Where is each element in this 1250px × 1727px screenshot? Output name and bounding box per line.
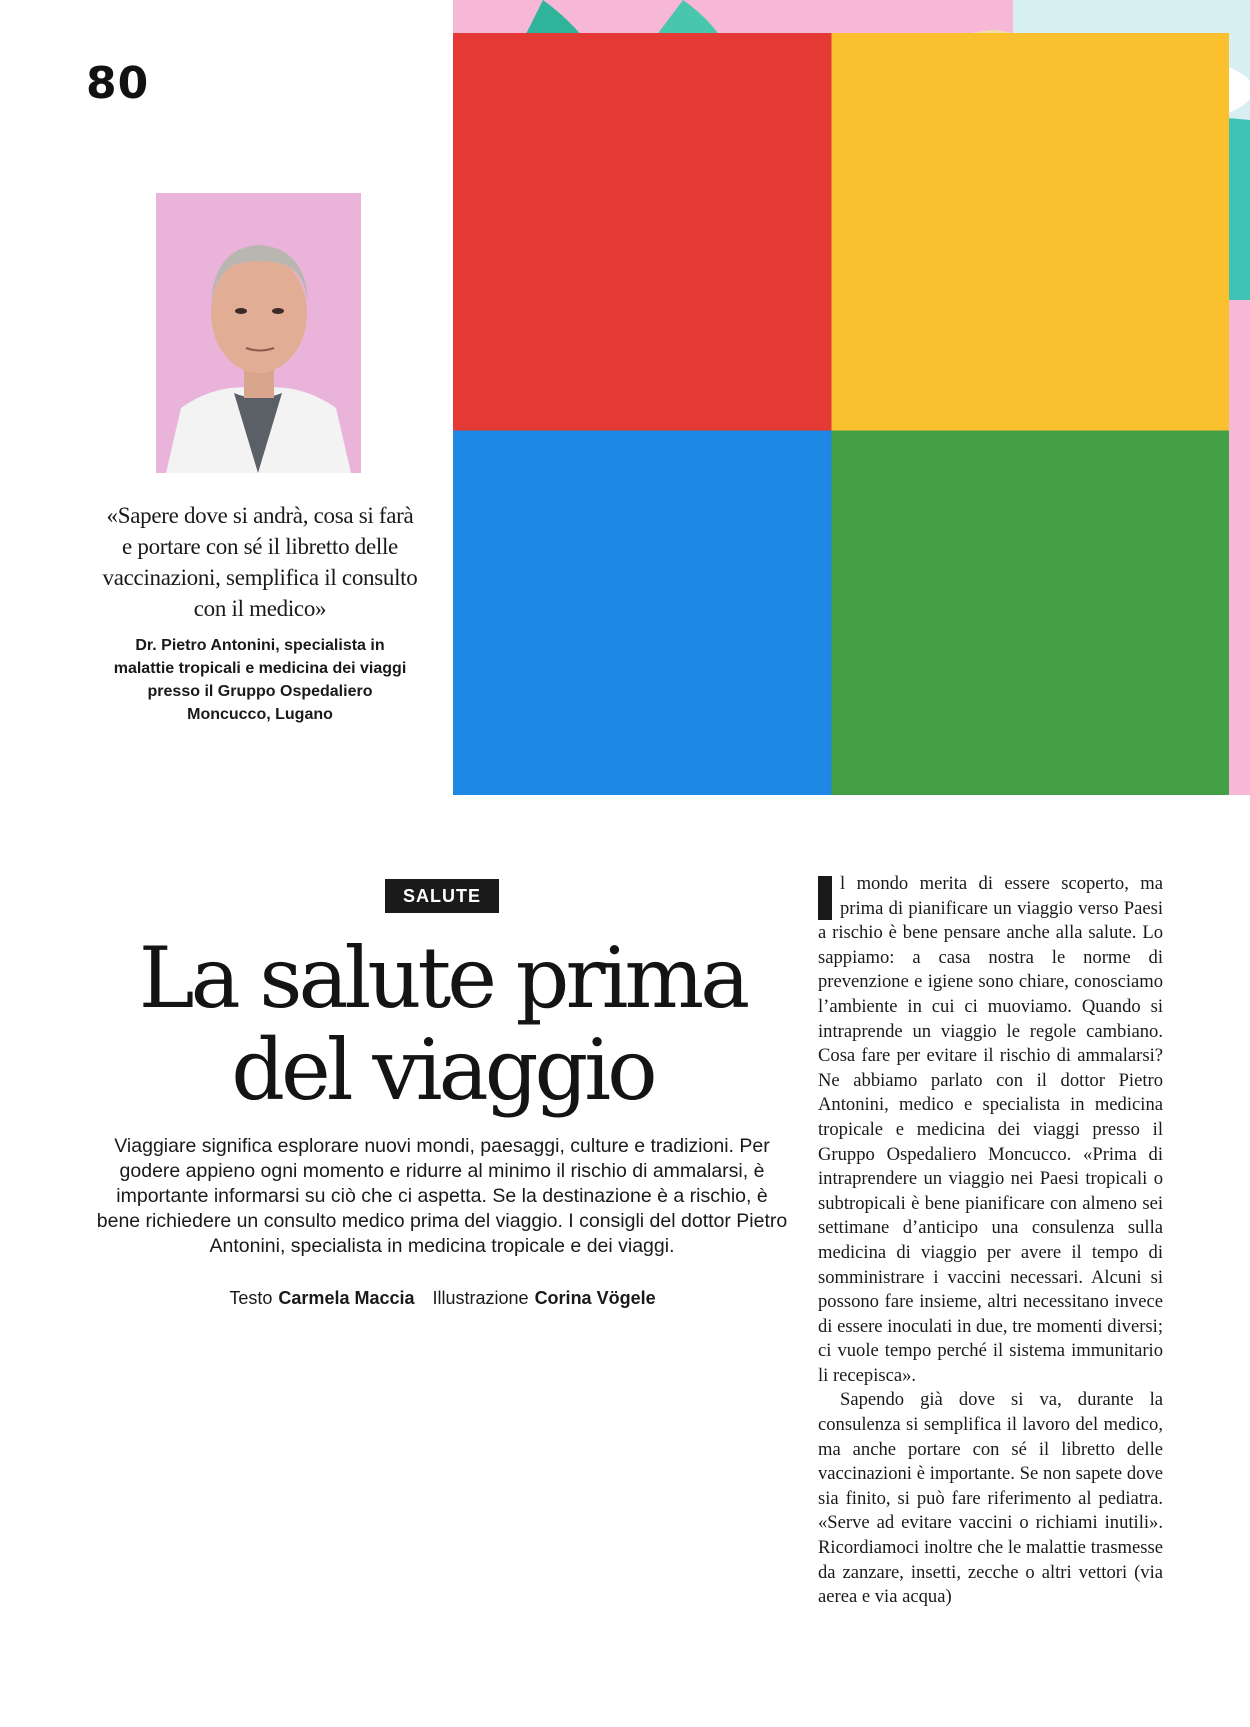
quote-attribution: Dr. Pietro Antonini, specialista in malattie tropicali e medicina dei viaggi presso il Gruppo Ospedaliero Moncucco, Lugano xyxy=(113,637,407,723)
credit-illustration-label: Illustrazione xyxy=(432,1288,529,1308)
article-credits xyxy=(100,1288,785,1309)
page-number: 80 xyxy=(86,58,150,109)
body-paragraph xyxy=(818,872,1163,1388)
credit-text-author: Carmela Maccia xyxy=(278,1288,415,1308)
body-paragraph-text: l mondo merita di essere scoperto, ma prima di pianificare un viaggio verso Paesi a rischio è bene pensare anche alla salute. Lo sappiamo: a casa nostra le norme di prevenzione e igiene sono chiare, conosciamo l’ambiente in cui ci muoviamo. Quando si intraprende un viaggio le regole cambiano. Cosa fare per evitare il rischio di ammalarsi? Ne abbiamo parlato con il dottor Pietro Antonini, medico e specialista in medicina tropicale e medicina dei viaggi presso il Gruppo Ospedaliero Moncucco. «Prima di intraprendere un viaggio nei Paesi tropicali o subtropicali è bene pianificare con almeno sei settimane d’anticipo una consulenza sulla medicina di viaggio per avere il tempo di somministrare i vaccini necessari. Alcuni si possono fare insieme, altri necessitano invece di essere inoculati in due, tre momenti diversi; ci vuole tempo perché il sistema immunitario li recepisca». xyxy=(818,873,1163,1386)
print-mark-icon xyxy=(453,33,1230,795)
credit-illustration-author: Corina Vögele xyxy=(534,1288,656,1308)
doctor-portrait-photo xyxy=(156,193,361,473)
headline-line-1: La salute prima xyxy=(138,929,747,1027)
pull-quote: «Sapere dove si andrà, cosa si farà e portare con sé il libretto delle vaccinazioni, semplifica il consulto con il medico» xyxy=(102,503,418,621)
credit-text-label: Testo xyxy=(229,1288,273,1308)
body-paragraph: Sapendo già dove si va, durante la consulenza si semplifica il lavoro del medico, ma anche portare con sé il libretto delle vaccinazioni è importante. Se non sapete dove sia finito, si può fare riferimento al pediatra. «Serve ad evitare vaccini o richiami inutili». Ricordiamoci inoltre che le malattie trasmesse da zanzare, insetti, zecche o altri vettori (via aerea e via acqua) xyxy=(818,1389,1163,1608)
article-standfirst: Viaggiare significa esplorare nuovi mondi, paesaggi, culture e tradizioni. Per godere appieno ogni momento e ridurre al minimo il rischio di ammalarsi, è importante informarsi su ciò che ci aspetta. Se la destinazione è a rischio, è bene richiedere un consulto medico prima del viaggio. I consigli del dottor Pietro Antonini, specialista in medicina tropicale e dei viaggi. xyxy=(96,1135,788,1257)
traveler-illustration xyxy=(453,0,1250,795)
article-body xyxy=(818,872,1163,1610)
headline-line-2: del viaggio xyxy=(231,1021,654,1119)
article-headline xyxy=(100,929,785,1119)
section-badge: SALUTE xyxy=(385,879,499,913)
drop-cap-mark xyxy=(818,876,832,920)
